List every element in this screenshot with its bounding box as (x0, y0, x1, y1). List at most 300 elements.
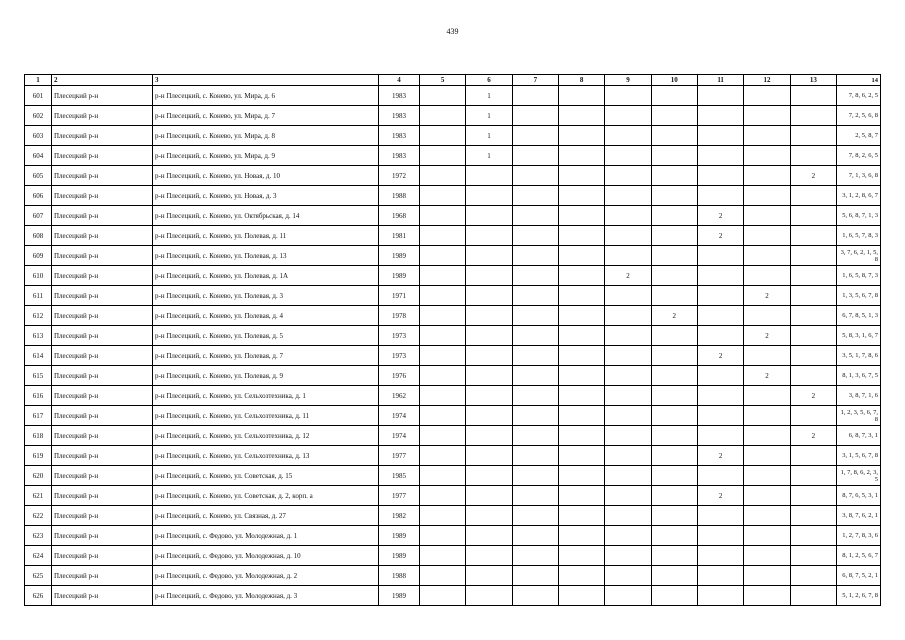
col11-cell: 2 (697, 346, 743, 366)
row-number: 624 (25, 546, 52, 566)
district-cell: Плесецкий р-н (52, 446, 153, 466)
col12-cell (744, 186, 790, 206)
col7-cell (512, 246, 558, 266)
year-cell: 1974 (379, 406, 420, 426)
table-row (25, 326, 881, 346)
col6-cell (466, 166, 512, 186)
table-row (25, 486, 881, 506)
col13-cell (790, 326, 836, 346)
col8-cell (558, 366, 604, 386)
col9-cell (605, 346, 651, 366)
address-cell: р-н Плесецкий, с. Конево, ул. Полевая, д. 4 (153, 306, 379, 326)
col11-cell (697, 326, 743, 346)
table-row (25, 186, 881, 206)
address-cell: р-н Плесецкий, с. Конево, ул. Полевая, д. 5 (153, 326, 379, 346)
col12-cell (744, 446, 790, 466)
col6-cell (466, 206, 512, 226)
district-cell: Плесецкий р-н (52, 286, 153, 306)
col12-cell (744, 466, 790, 486)
col14-cell: 7, 2, 5, 6, 8 (837, 106, 881, 126)
col7-cell (512, 326, 558, 346)
col6-cell (466, 306, 512, 326)
col14-cell: 1, 3, 5, 6, 7, 8 (837, 286, 881, 306)
col13-cell (790, 486, 836, 506)
row-number: 612 (25, 306, 52, 326)
table-row (25, 566, 881, 586)
col10-cell (651, 346, 697, 366)
col6-cell (466, 186, 512, 206)
col13-cell (790, 246, 836, 266)
address-cell: р-н Плесецкий, с. Конево, ул. Сельхозтехника, д. 1 (153, 386, 379, 406)
col9-cell (605, 246, 651, 266)
col14-cell: 8, 1, 3, 6, 7, 5 (837, 366, 881, 386)
col13-cell (790, 546, 836, 566)
col8-cell (558, 246, 604, 266)
year-cell: 1983 (379, 106, 420, 126)
col12-cell (744, 546, 790, 566)
district-cell: Плесецкий р-н (52, 506, 153, 526)
col5-cell (420, 386, 466, 406)
col7-cell (512, 506, 558, 526)
col13-cell (790, 366, 836, 386)
col12-cell (744, 106, 790, 126)
year-cell: 1989 (379, 546, 420, 566)
col6-cell (466, 386, 512, 406)
col6-cell: 1 (466, 126, 512, 146)
col8-cell (558, 546, 604, 566)
column-header-11: 11 (697, 75, 743, 86)
col8-cell (558, 426, 604, 446)
col13-cell (790, 226, 836, 246)
year-cell: 1983 (379, 126, 420, 146)
col9-cell (605, 326, 651, 346)
col11-cell (697, 366, 743, 386)
col6-cell (466, 346, 512, 366)
col10-cell (651, 186, 697, 206)
col10-cell (651, 446, 697, 466)
col9-cell (605, 486, 651, 506)
row-number: 614 (25, 346, 52, 366)
district-cell: Плесецкий р-н (52, 226, 153, 246)
col11-cell: 2 (697, 206, 743, 226)
col9-cell (605, 126, 651, 146)
col12-cell (744, 526, 790, 546)
col8-cell (558, 506, 604, 526)
district-cell: Плесецкий р-н (52, 426, 153, 446)
col7-cell (512, 466, 558, 486)
col9-cell: 2 (605, 266, 651, 286)
col5-cell (420, 326, 466, 346)
col9-cell (605, 406, 651, 426)
col7-cell (512, 226, 558, 246)
col5-cell (420, 346, 466, 366)
col7-cell (512, 486, 558, 506)
col7-cell (512, 386, 558, 406)
table-row (25, 546, 881, 566)
col8-cell (558, 446, 604, 466)
col11-cell (697, 266, 743, 286)
col7-cell (512, 106, 558, 126)
col13-cell (790, 406, 836, 426)
district-cell: Плесецкий р-н (52, 406, 153, 426)
col10-cell (651, 406, 697, 426)
table-row (25, 466, 881, 486)
col7-cell (512, 86, 558, 106)
col7-cell (512, 446, 558, 466)
address-cell: р-н Плесецкий, с. Конево, ул. Мира, д. 8 (153, 126, 379, 146)
row-number: 621 (25, 486, 52, 506)
address-cell: р-н Плесецкий, с. Конево, ул. Полевая, д. 3 (153, 286, 379, 306)
col7-cell (512, 346, 558, 366)
district-cell: Плесецкий р-н (52, 126, 153, 146)
row-number: 619 (25, 446, 52, 466)
address-cell: р-н Плесецкий, с. Конево, ул. Мира, д. 6 (153, 86, 379, 106)
district-cell: Плесецкий р-н (52, 106, 153, 126)
column-header-1: 1 (25, 75, 52, 86)
col10-cell (651, 366, 697, 386)
col14-cell: 6, 8, 7, 3, 1 (837, 426, 881, 446)
col12-cell (744, 86, 790, 106)
table-row (25, 346, 881, 366)
year-cell: 1985 (379, 466, 420, 486)
col7-cell (512, 266, 558, 286)
col9-cell (605, 566, 651, 586)
table-body (25, 86, 881, 606)
district-cell: Плесецкий р-н (52, 86, 153, 106)
table-row (25, 426, 881, 446)
col11-cell (697, 146, 743, 166)
col12-cell (744, 406, 790, 426)
col6-cell (466, 366, 512, 386)
table-row (25, 386, 881, 406)
col6-cell (466, 506, 512, 526)
col13-cell (790, 506, 836, 526)
column-header-12: 12 (744, 75, 790, 86)
table-row (25, 106, 881, 126)
col13-cell (790, 466, 836, 486)
year-cell: 1989 (379, 246, 420, 266)
col12-cell (744, 206, 790, 226)
col10-cell (651, 86, 697, 106)
year-cell: 1973 (379, 326, 420, 346)
col8-cell (558, 206, 604, 226)
table-row (25, 306, 881, 326)
col8-cell (558, 526, 604, 546)
address-cell: р-н Плесецкий, с. Федово, ул. Молодежная, д. 3 (153, 586, 379, 606)
table-row (25, 126, 881, 146)
col14-cell: 7, 8, 2, 6, 5 (837, 146, 881, 166)
col10-cell (651, 146, 697, 166)
col11-cell (697, 546, 743, 566)
year-cell: 1983 (379, 146, 420, 166)
col9-cell (605, 286, 651, 306)
row-number: 617 (25, 406, 52, 426)
col14-cell: 1, 6, 5, 7, 8, 3 (837, 226, 881, 246)
col10-cell (651, 106, 697, 126)
col7-cell (512, 566, 558, 586)
col6-cell (466, 406, 512, 426)
row-number: 620 (25, 466, 52, 486)
col11-cell (697, 86, 743, 106)
address-cell: р-н Плесецкий, с. Конево, ул. Мира, д. 9 (153, 146, 379, 166)
col10-cell (651, 166, 697, 186)
col11-cell (697, 386, 743, 406)
col14-cell: 3, 7, 6, 2, 1, 5, 8 (837, 246, 881, 266)
col11-cell (697, 166, 743, 186)
row-number: 601 (25, 86, 52, 106)
col10-cell (651, 466, 697, 486)
col12-cell (744, 166, 790, 186)
address-cell: р-н Плесецкий, с. Конево, ул. Советская, д. 15 (153, 466, 379, 486)
col5-cell (420, 186, 466, 206)
year-cell: 1988 (379, 566, 420, 586)
col11-cell: 2 (697, 486, 743, 506)
col11-cell (697, 586, 743, 606)
col14-cell: 6, 8, 7, 5, 2, 1 (837, 566, 881, 586)
table-row (25, 406, 881, 426)
col10-cell (651, 506, 697, 526)
district-cell: Плесецкий р-н (52, 486, 153, 506)
col11-cell (697, 106, 743, 126)
row-number: 604 (25, 146, 52, 166)
row-number: 602 (25, 106, 52, 126)
col8-cell (558, 386, 604, 406)
year-cell: 1989 (379, 266, 420, 286)
col13-cell (790, 86, 836, 106)
table-row (25, 226, 881, 246)
col8-cell (558, 166, 604, 186)
district-cell: Плесецкий р-н (52, 206, 153, 226)
col14-cell: 8, 7, 6, 5, 3, 1 (837, 486, 881, 506)
district-cell: Плесецкий р-н (52, 586, 153, 606)
col6-cell: 1 (466, 86, 512, 106)
col11-cell (697, 186, 743, 206)
col6-cell (466, 226, 512, 246)
district-cell: Плесецкий р-н (52, 266, 153, 286)
address-cell: р-н Плесецкий, с. Конево, ул. Полевая, д. 1А (153, 266, 379, 286)
row-number: 626 (25, 586, 52, 606)
year-cell: 1973 (379, 346, 420, 366)
col8-cell (558, 86, 604, 106)
col9-cell (605, 446, 651, 466)
col10-cell (651, 586, 697, 606)
col6-cell (466, 546, 512, 566)
col12-cell: 2 (744, 366, 790, 386)
col9-cell (605, 146, 651, 166)
district-cell: Плесецкий р-н (52, 566, 153, 586)
year-cell: 1976 (379, 366, 420, 386)
row-number: 625 (25, 566, 52, 586)
col12-cell (744, 306, 790, 326)
col12-cell (744, 386, 790, 406)
address-cell: р-н Плесецкий, с. Федово, ул. Молодежная, д. 2 (153, 566, 379, 586)
col6-cell: 1 (466, 146, 512, 166)
col10-cell: 2 (651, 306, 697, 326)
col13-cell: 2 (790, 386, 836, 406)
address-cell: р-н Плесецкий, с. Конево, ул. Сельхозтехника, д. 11 (153, 406, 379, 426)
row-number: 611 (25, 286, 52, 306)
column-header-6: 6 (466, 75, 512, 86)
col7-cell (512, 186, 558, 206)
col9-cell (605, 206, 651, 226)
table-row (25, 586, 881, 606)
row-number: 603 (25, 126, 52, 146)
col12-cell (744, 266, 790, 286)
col11-cell (697, 526, 743, 546)
page-number: 439 (446, 27, 459, 36)
col5-cell (420, 366, 466, 386)
district-cell: Плесецкий р-н (52, 346, 153, 366)
col7-cell (512, 586, 558, 606)
col13-cell (790, 126, 836, 146)
col8-cell (558, 266, 604, 286)
col13-cell (790, 266, 836, 286)
address-cell: р-н Плесецкий, с. Конево, ул. Полевая, д. 9 (153, 366, 379, 386)
col9-cell (605, 226, 651, 246)
col5-cell (420, 446, 466, 466)
address-cell: р-н Плесецкий, с. Конево, ул. Полевая, д. 7 (153, 346, 379, 366)
address-cell: р-н Плесецкий, с. Конево, ул. Мира, д. 7 (153, 106, 379, 126)
col8-cell (558, 146, 604, 166)
column-header-7: 7 (512, 75, 558, 86)
col13-cell: 2 (790, 426, 836, 446)
address-cell: р-н Плесецкий, с. Федово, ул. Молодежная, д. 1 (153, 526, 379, 546)
col12-cell (744, 226, 790, 246)
col10-cell (651, 326, 697, 346)
col7-cell (512, 146, 558, 166)
year-cell: 1982 (379, 506, 420, 526)
col7-cell (512, 366, 558, 386)
col11-cell (697, 466, 743, 486)
col7-cell (512, 166, 558, 186)
col5-cell (420, 226, 466, 246)
year-cell: 1983 (379, 86, 420, 106)
col6-cell (466, 566, 512, 586)
col9-cell (605, 186, 651, 206)
col5-cell (420, 106, 466, 126)
address-cell: р-н Плесецкий, с. Конево, ул. Полевая, д. 13 (153, 246, 379, 266)
col8-cell (558, 306, 604, 326)
col8-cell (558, 566, 604, 586)
year-cell: 1968 (379, 206, 420, 226)
row-number: 622 (25, 506, 52, 526)
column-header-2: 2 (52, 75, 153, 86)
col14-cell: 1, 7, 8, 6, 2, 3, 5 (837, 466, 881, 486)
col8-cell (558, 186, 604, 206)
col10-cell (651, 386, 697, 406)
year-cell: 1971 (379, 286, 420, 306)
col13-cell (790, 206, 836, 226)
table-row (25, 86, 881, 106)
col12-cell (744, 346, 790, 366)
col14-cell: 6, 7, 8, 5, 1, 3 (837, 306, 881, 326)
row-number: 618 (25, 426, 52, 446)
col14-cell: 3, 1, 2, 8, 6, 7 (837, 186, 881, 206)
col5-cell (420, 406, 466, 426)
district-cell: Плесецкий р-н (52, 466, 153, 486)
row-number: 610 (25, 266, 52, 286)
district-cell: Плесецкий р-н (52, 186, 153, 206)
col11-cell (697, 126, 743, 146)
col10-cell (651, 566, 697, 586)
col12-cell (744, 586, 790, 606)
column-header-3: 3 (153, 75, 379, 86)
col10-cell (651, 526, 697, 546)
col8-cell (558, 226, 604, 246)
header-row (25, 75, 881, 86)
housing-table (24, 74, 881, 606)
district-cell: Плесецкий р-н (52, 386, 153, 406)
col12-cell (744, 506, 790, 526)
col14-cell: 3, 8, 7, 6, 2, 1 (837, 506, 881, 526)
col6-cell (466, 426, 512, 446)
col6-cell (466, 466, 512, 486)
col14-cell: 3, 1, 5, 6, 7, 8 (837, 446, 881, 466)
col8-cell (558, 486, 604, 506)
col5-cell (420, 466, 466, 486)
column-header-5: 5 (420, 75, 466, 86)
col14-cell: 7, 1, 3, 6, 8 (837, 166, 881, 186)
col7-cell (512, 546, 558, 566)
address-cell: р-н Плесецкий, с. Конево, ул. Связная, д. 27 (153, 506, 379, 526)
column-header-9: 9 (605, 75, 651, 86)
district-cell: Плесецкий р-н (52, 526, 153, 546)
col14-cell: 1, 2, 7, 8, 3, 6 (837, 526, 881, 546)
col8-cell (558, 586, 604, 606)
col7-cell (512, 406, 558, 426)
col13-cell (790, 146, 836, 166)
col7-cell (512, 426, 558, 446)
col5-cell (420, 546, 466, 566)
col5-cell (420, 526, 466, 546)
col14-cell: 3, 8, 7, 1, 6 (837, 386, 881, 406)
column-header-4: 4 (379, 75, 420, 86)
district-cell: Плесецкий р-н (52, 326, 153, 346)
col9-cell (605, 506, 651, 526)
col11-cell: 2 (697, 446, 743, 466)
address-cell: р-н Плесецкий, с. Конево, ул. Сельхозтехника, д. 12 (153, 426, 379, 446)
col14-cell: 5, 6, 8, 7, 1, 3 (837, 206, 881, 226)
row-number: 609 (25, 246, 52, 266)
table-row (25, 526, 881, 546)
col11-cell (697, 406, 743, 426)
address-cell: р-н Плесецкий, с. Конево, ул. Сельхозтехника, д. 13 (153, 446, 379, 466)
year-cell: 1974 (379, 426, 420, 446)
col6-cell (466, 266, 512, 286)
col6-cell: 1 (466, 106, 512, 126)
column-header-10: 10 (651, 75, 697, 86)
col10-cell (651, 546, 697, 566)
column-header-14: 14 (837, 75, 881, 86)
table-row (25, 506, 881, 526)
table-row (25, 266, 881, 286)
col8-cell (558, 346, 604, 366)
col13-cell (790, 586, 836, 606)
col13-cell (790, 446, 836, 466)
col10-cell (651, 226, 697, 246)
col5-cell (420, 266, 466, 286)
table-row (25, 246, 881, 266)
year-cell: 1978 (379, 306, 420, 326)
col8-cell (558, 326, 604, 346)
table-row (25, 286, 881, 306)
address-cell: р-н Плесецкий, с. Конево, ул. Полевая, д. 11 (153, 226, 379, 246)
col7-cell (512, 286, 558, 306)
col13-cell (790, 566, 836, 586)
col10-cell (651, 246, 697, 266)
col9-cell (605, 106, 651, 126)
address-cell: р-н Плесецкий, с. Федово, ул. Молодежная, д. 10 (153, 546, 379, 566)
